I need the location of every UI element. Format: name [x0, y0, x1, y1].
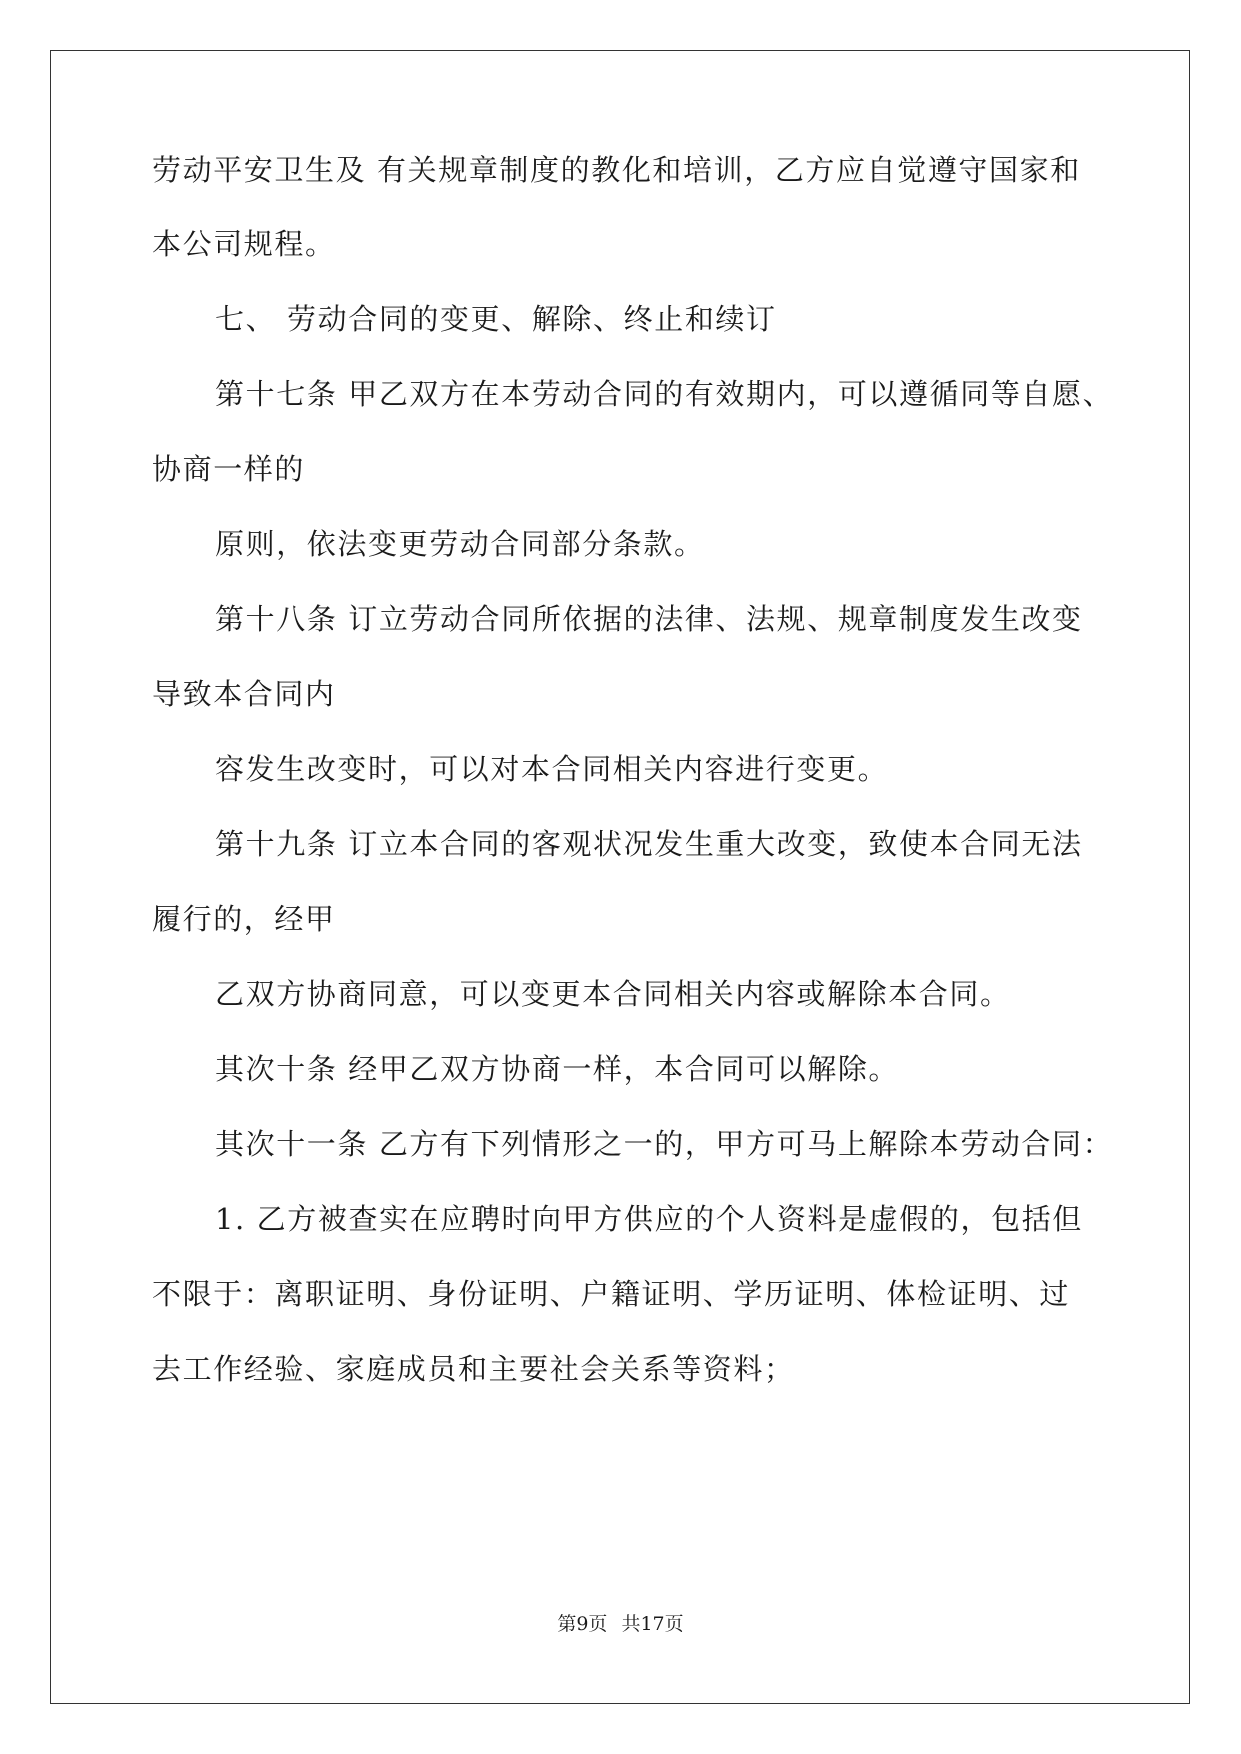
page-footer [0, 1609, 1241, 1636]
page-number: 第9页 [557, 1613, 608, 1635]
article-17-line-3: 原则，依法变更劳动合同部分条款。 [215, 527, 705, 561]
article-20-line: 其次十条 经甲乙双方协商一样，本合同可以解除。 [215, 1052, 900, 1086]
article-19-line-2: 履行的，经甲 [152, 902, 336, 936]
page-total: 共17页 [621, 1613, 684, 1635]
body-line-2: 本公司规程。 [152, 227, 336, 261]
article-21-line: 其次十一条 乙方有下列情形之一的，甲方可马上解除本劳动合同： [215, 1127, 1114, 1161]
clause-1-line-1: 1. 乙方被查实在应聘时向甲方供应的个人资料是虚假的，包括但 [215, 1202, 1083, 1236]
article-18-line-2: 导致本合同内 [152, 677, 336, 711]
section-heading: 七、 劳动合同的变更、解除、终止和续订 [215, 302, 777, 336]
page-border [50, 50, 1190, 1704]
clause-1-line-3: 去工作经验、家庭成员和主要社会关系等资料； [152, 1352, 795, 1386]
article-18-line-1: 第十八条 订立劳动合同所依据的法律、法规、规章制度发生改变 [215, 602, 1083, 636]
article-17-line-1: 第十七条 甲乙双方在本劳动合同的有效期内，可以遵循同等自愿、 [215, 377, 1114, 411]
article-18-line-3: 容发生改变时，可以对本合同相关内容进行变更。 [215, 752, 889, 786]
article-19-line-3: 乙双方协商同意，可以变更本合同相关内容或解除本合同。 [215, 977, 1011, 1011]
article-19-line-1: 第十九条 订立本合同的客观状况发生重大改变，致使本合同无法 [215, 827, 1083, 861]
article-17-line-2: 协商一样的 [152, 452, 306, 486]
clause-1-line-2: 不限于：离职证明、身份证明、户籍证明、学历证明、体检证明、过 [152, 1277, 1071, 1311]
body-line-1: 劳动平安卫生及 有关规章制度的教化和培训，乙方应自觉遵守国家和 [152, 153, 1081, 187]
